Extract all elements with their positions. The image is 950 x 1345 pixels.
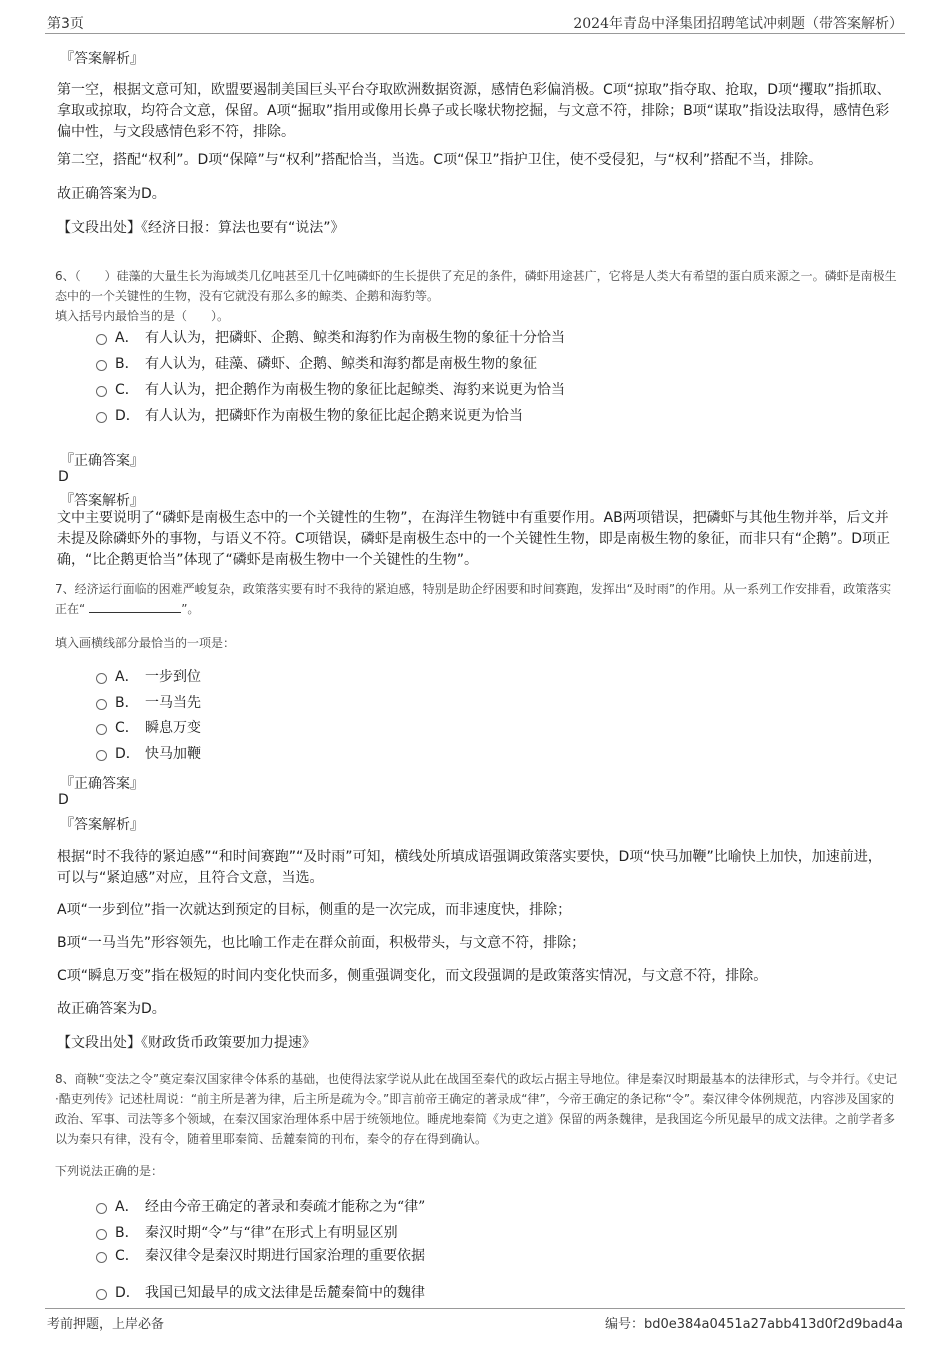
q6-option-b[interactable] [96, 353, 537, 375]
option-letter: A． [115, 330, 139, 346]
q8-option-a[interactable] [96, 1196, 425, 1218]
radio-icon[interactable] [96, 673, 107, 684]
document-title: 2024年青岛中泽集团招聘笔试冲刺题（带答案解析） [573, 16, 903, 32]
footer-divider [45, 1308, 905, 1309]
option-text: 经由今帝王确定的著录和奏疏才能称之为“律” [145, 1199, 426, 1215]
radio-icon[interactable] [96, 1252, 107, 1263]
option-letter: A． [115, 1199, 139, 1215]
radio-icon[interactable] [96, 699, 107, 710]
option-letter: A． [115, 669, 139, 685]
option-letter: D． [115, 408, 140, 424]
option-text: 一步到位 [145, 669, 201, 685]
q7-analysis-para2: A项“一步到位”指一次就达到预定的目标，侧重的是一次完成，而非速度快，排除； [57, 902, 572, 918]
q6-correct-title: 『正确答案』 [60, 453, 144, 469]
q6-option-a[interactable] [96, 327, 565, 349]
option-letter: D． [115, 746, 140, 762]
q6-option-d[interactable] [96, 405, 523, 427]
q5-analysis-para2: 第二空，搭配“权利”。D项“保障”与“权利”搭配恰当，当选。C项“保卫”指护卫住，使不受侵犯，与“权利”搭配不当，排除。 [57, 152, 823, 168]
q7-stem-end: ”。 [181, 602, 200, 616]
page-number: 第3页 [47, 16, 84, 32]
q6-analysis: 文中主要说明了“磷虾是南极生态中的一个关键性的生物”，在海洋生物链中有重要作用。AB两项错误，把磷虾与其他生物并举，后文并未提及除磷虾外的事物，与语义不符。C项错误，磷虾是南极生态中的一个关键性生物，即是南极生物的象征，而非只有“企鹅”。D项正确，“比企鹅更恰当”体现了“磷虾是南极生物中一个关键性的生物”。 [57, 510, 891, 568]
q8-prompt: 下列说法正确的是： [55, 1164, 164, 1178]
option-text: 瞬息万变 [145, 720, 201, 736]
q8-option-d[interactable] [96, 1282, 425, 1304]
radio-icon[interactable] [96, 1289, 107, 1300]
q8-stem: 8、商鞅“变法之令”奠定秦汉国家律令体系的基础，也使得法家学说从此在战国至秦代的政坛占据主导地位。律是秦汉时期最基本的法律形式，与令并行。《史记·酷吏列传》记述杜周说：“前主所是著为律，后主所是疏为令。”即言前帝王确定的著录成“律”，今帝王确定的条记称“令”。秦汉律令体例规范，内容涉及国家的政治、军事、司法等多个领域，在秦汉国家治理体系中居于统领地位。睡虎地秦简《为吏之道》保留的两条魏律，是我国迄今所见最早的成文法律。之前学者多以为秦只有律，没有令，随着里耶秦简、岳麓秦简的刊布，秦令的存在得到确认。 [55, 1072, 898, 1146]
radio-icon[interactable] [96, 1203, 107, 1214]
option-text: 一马当先 [145, 695, 201, 711]
q7-analysis-title: 『答案解析』 [60, 817, 144, 833]
q7-option-d[interactable] [96, 743, 201, 765]
radio-icon[interactable] [96, 386, 107, 397]
q7-analysis-para5: 故正确答案为D。 [57, 1001, 166, 1017]
option-text: 秦汉律令是秦汉时期进行国家治理的重要依据 [145, 1248, 425, 1264]
option-letter: B． [115, 1225, 139, 1241]
q5-analysis-title: 『答案解析』 [60, 51, 144, 67]
option-letter: B． [115, 695, 139, 711]
option-text: 我国已知最早的成文法律是岳麓秦简中的魏律 [145, 1285, 425, 1301]
option-text: 有人认为，硅藻、磷虾、企鹅、鲸类和海豹都是南极生物的象征 [145, 356, 537, 372]
option-letter: C． [115, 382, 139, 398]
option-letter: D． [115, 1285, 140, 1301]
q8-option-c[interactable] [96, 1245, 425, 1267]
q7-analysis-para1: 根据“时不我待的紧迫感”“和时间赛跑”“及时雨”可知，横线处所填成语强调政策落实要快，D项“快马加鞭”比喻快上加快，加速前进，可以与“紧迫感”对应，且符合文意，当选。 [57, 849, 882, 886]
q7-correct-title: 『正确答案』 [60, 776, 144, 792]
q7-analysis-para4: C项“瞬息万变”指在极短的时间内变化快而多，侧重强调变化，而文段强调的是政策落实情况，与文意不符，排除。 [57, 968, 768, 984]
radio-icon[interactable] [96, 724, 107, 735]
option-text: 秦汉时期“令”与“律”在形式上有明显区别 [145, 1225, 398, 1241]
radio-icon[interactable] [96, 334, 107, 345]
header-divider [45, 33, 905, 34]
q6-analysis-title: 『答案解析』 [60, 493, 144, 509]
q7-stem-text: 7、经济运行面临的困难严峻复杂，政策落实要有时不我待的紧迫感，特别是助企纾困要和时间赛跑，发挥出“及时雨”的作用。从一系列工作安排看，政策落实正在“ [55, 582, 892, 616]
q7-option-c[interactable] [96, 717, 201, 739]
option-letter: C． [115, 720, 139, 736]
q6-option-c[interactable] [96, 379, 565, 401]
q7-correct-answer: D [58, 792, 69, 808]
q6-stem: 6、（ ）硅藻的大量生长为海域类几亿吨甚至几十亿吨磷虾的生长提供了充足的条件，磷虾用途甚广，它将是人类大有希望的蛋白质来源之一。磷虾是南极生态中的一个关键性的生物，没有它就没有那么多的鲸类、企鹅和海豹等。 [55, 269, 897, 303]
q7-source: 【文段出处】《财政货币政策要加力提速》 [57, 1035, 316, 1051]
option-text: 有人认为，把磷虾、企鹅、鲸类和海豹作为南极生物的象征十分恰当 [145, 330, 565, 346]
q7-prompt: 填入画横线部分最恰当的一项是： [55, 636, 236, 650]
q7-fill-blank [89, 599, 181, 613]
option-letter: C． [115, 1248, 139, 1264]
footer-serial-number: 编号：bd0e384a0451a27abb413d0f2d9bad4a [604, 1317, 903, 1332]
radio-icon[interactable] [96, 412, 107, 423]
footer-slogan: 考前押题，上岸必备 [47, 1317, 165, 1332]
radio-icon[interactable] [96, 1229, 107, 1240]
option-letter: B． [115, 356, 139, 372]
option-text: 有人认为，把企鹅作为南极生物的象征比起鲸类、海豹来说更为恰当 [145, 382, 565, 398]
q5-analysis-para1: 第一空，根据文意可知，欧盟要遏制美国巨头平台夺取欧洲数据资源，感情色彩偏消极。C项“掠取”指夺取、抢取，D项“攫取”指抓取、拿取或掠取，均符合文意，保留。A项“掘取”指用或像用长鼻子或长喙状物挖掘，与文意不符，排除；B项“谋取”指设法取得，感情色彩偏中性，与文段感情色彩不符，排除。 [57, 82, 891, 140]
q8-option-b[interactable] [96, 1222, 398, 1244]
q7-option-b[interactable] [96, 692, 201, 714]
q7-stem [55, 579, 900, 619]
radio-icon[interactable] [96, 360, 107, 371]
q7-analysis-para3: B项“一马当先”形容领先，也比喻工作走在群众前面，积极带头，与文意不符，排除； [57, 935, 586, 951]
radio-icon[interactable] [96, 750, 107, 761]
option-text: 快马加鞭 [145, 746, 201, 762]
q6-prompt: 填入括号内最恰当的是（ ）。 [55, 309, 230, 323]
q7-option-a[interactable] [96, 666, 201, 688]
q6-correct-answer: D [58, 469, 69, 485]
option-text: 有人认为，把磷虾作为南极生物的象征比起企鹅来说更为恰当 [145, 408, 523, 424]
q5-analysis-para3: 故正确答案为D。 [57, 186, 166, 202]
q5-source: 【文段出处】《经济日报：算法也要有“说法”》 [57, 220, 345, 236]
